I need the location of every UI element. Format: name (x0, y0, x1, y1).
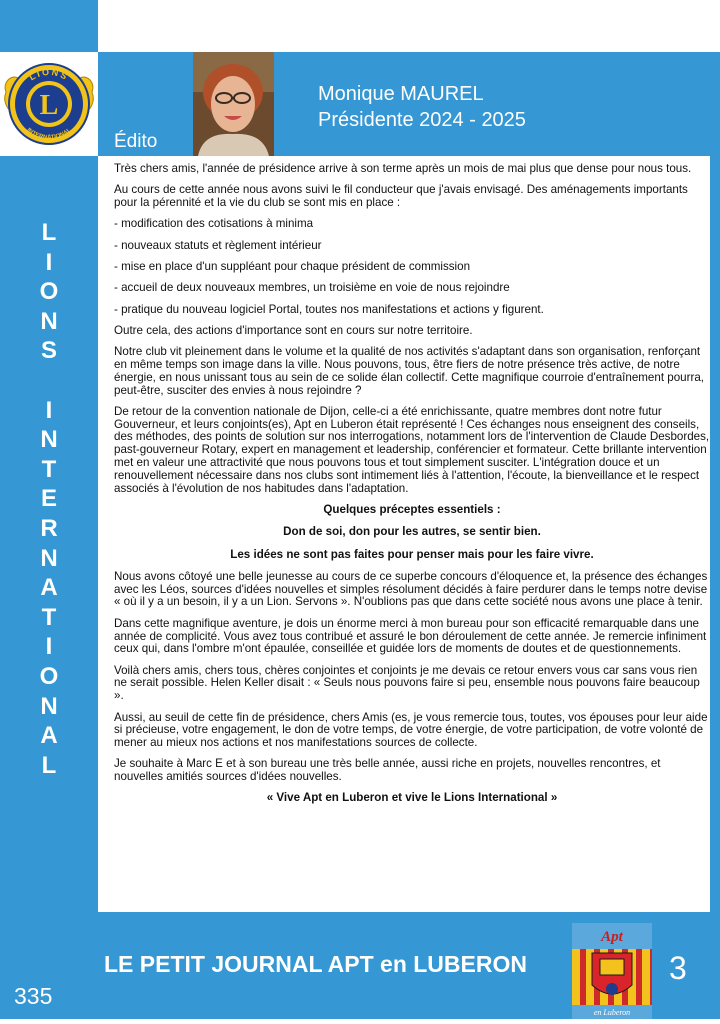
editorial-article (114, 163, 710, 815)
lions-logo-letter: L (39, 90, 59, 121)
vertical-title-letter: N (40, 692, 58, 720)
vertical-title-letter: A (40, 722, 58, 750)
article-paragraph: Outre cela, des actions d'importance sont en cours sur notre territoire. (114, 323, 473, 337)
crest-text-bottom: en Luberon (593, 1008, 631, 1017)
president-name: Monique MAUREL (318, 83, 484, 105)
article-paragraph: Au cours de cette année nous avons suivi le fil conducteur que j'avais envisagé. Des aménagements importants pour la pérennité et la vie du club se sont mis en place : (114, 183, 688, 210)
vertical-title (20, 218, 78, 780)
crest-text-top: Apt (601, 929, 623, 945)
vertical-title-letter: N (40, 307, 58, 335)
president-portrait (193, 52, 274, 156)
article-paragraph: Je souhaite à Marc E et à son bureau une très belle année, aussi riche en projets, nouvelles rencontres, et nouvelles amitiés sources d'idées nouvelles. (114, 757, 661, 784)
lions-logo (0, 52, 98, 156)
article-list-item: - modification des cotisations à minima (114, 217, 314, 231)
issue-number: 335 (14, 983, 53, 1009)
vertical-title-letter: O (39, 662, 59, 690)
article-list-item: - pratique du nouveau logiciel Portal, toutes nos manifestations et actions y figurent. (114, 302, 544, 316)
vertical-title-letter: I (45, 248, 53, 276)
vertical-title-letter (46, 366, 53, 396)
vertical-title-letter: O (39, 278, 59, 306)
article-list-item: - mise en place d'un suppléant pour chaque président de commission (114, 259, 471, 273)
lions-logo-text-top: LIONS (27, 66, 71, 83)
article-paragraph: Dans cette magnifique aventure, je dois un énorme merci à mon bureau pour son efficacité remarquable dans une année de complicité. Vous avez tous contribué et assuré le bon déroulement de cette année. Je remercie infiniment ceux qui, dans l'ombre m'ont épaulée, conseillée et guidée lors de moments de doutes et de questionnements. (114, 616, 707, 656)
vertical-title-letter: I (45, 396, 53, 424)
vertical-title-letter: A (40, 574, 58, 602)
journal-title: LE PETIT JOURNAL APT en LUBERON (104, 951, 527, 977)
article-paragraph: Notre club vit pleinement dans le volume et la qualité de nos activités s'adaptant dans son organisation, renforçant en même temps son image dans la ville. Nous pouvons, tous, être fiers de notre présence très active, de notre énergie, en nous unissant tous au sein de ce solide élan collectif. Cette magnifique courroie d'entraînement pourra, peut-être, susciter des envies à nous rejoindre ? (114, 345, 704, 397)
precept-line: Les idées ne sont pas faites pour penser mais pour les faire vivre. (230, 547, 594, 561)
article-list-item: - nouveaux statuts et règlement intérieur (114, 238, 322, 252)
precepts-heading: Quelques préceptes essentiels : (323, 502, 501, 516)
vertical-title-letter: N (40, 426, 58, 454)
page-number: 3 (669, 950, 687, 986)
vertical-title-letter: T (41, 603, 57, 631)
right-border-strip (710, 52, 720, 1019)
vertical-title-letter: L (41, 751, 57, 779)
article-paragraph: Aussi, au seuil de cette fin de présidence, chers Amis (es, je vous remercie tous, toutes, vos épouses pour leur aide si précieuse, votre engagement, le don de votre temps, de votre énergie, de votre participation, de votre volonté de mener au mieux nos actions et nos manifestations sources de collecte. (114, 710, 708, 750)
lions-logo-text-bottom: INTERNATIONAL (25, 127, 73, 142)
article-list-item: - accueil de deux nouveaux membres, un troisième en voie de nous rejoindre (114, 281, 510, 295)
vertical-title-letter: R (40, 514, 58, 542)
vertical-title-letter: L (41, 219, 57, 246)
president-role: Présidente 2024 - 2025 (318, 109, 526, 131)
precept-line: Don de soi, don pour les autres, se sentir bien. (283, 525, 541, 539)
closing-motto: « Vive Apt en Luberon et vive le Lions International » (266, 791, 558, 805)
apt-luberon-crest (572, 923, 652, 1019)
edito-label: Édito (114, 131, 158, 152)
vertical-title-letter: T (41, 455, 57, 483)
article-paragraph: De retour de la convention nationale de Dijon, celle-ci a été enrichissante, quatre membres dont notre futur Gouverneur, et leurs conjoints(es), Apt en Luberon était représenté ! Ces échanges nous enseignent des conseils, des méthodes, des points de solution sur nos interrogations, notamment lors de l'intervention de Claude Desbordes, past-gouverneur Rotary, expert en management et leadership, conférencier et formateur. Cette brillante intervention met en valeur une attractivité que nous pouvons tous et tout simplement susciter. L'intégration douce et un renouvellement nécessaire dans nos clubs sont intimement liés à l'attention, l'écoute, la bienveillance et le respect associés à l'évolution de nos habitudes dans l'adaptation. (114, 404, 710, 495)
vertical-title-letter: I (45, 633, 53, 661)
article-paragraph: Nous avons côtoyé une belle jeunesse au cours de ce superbe concours d'éloquence et, la présence des échanges avec les Léos, sources d'idées nouvelles et simples résolument décidés à faire perdurer dans le temps notre devise « où il y a un besoin, il y a un Lion. Servons ». N'oublions pas que dans cette société nous avons une place à tenir. (114, 569, 708, 609)
vertical-title-letter: E (40, 485, 57, 513)
vertical-title-letter: N (40, 544, 58, 572)
vertical-title-letter: S (40, 337, 57, 365)
article-paragraph: Très chers amis, l'année de présidence arrive à son terme après un mois de mai plus que dense pour nous tous. (114, 162, 692, 175)
article-paragraph: Voilà chers amis, chers tous, chères conjointes et conjoints je me devais ce retour envers vous car sans vous rien ne serait possible. Helen Keller disait : « Seuls nous pouvons faire si peu, ensemble nous pouvons faire beaucoup ». (114, 663, 700, 703)
